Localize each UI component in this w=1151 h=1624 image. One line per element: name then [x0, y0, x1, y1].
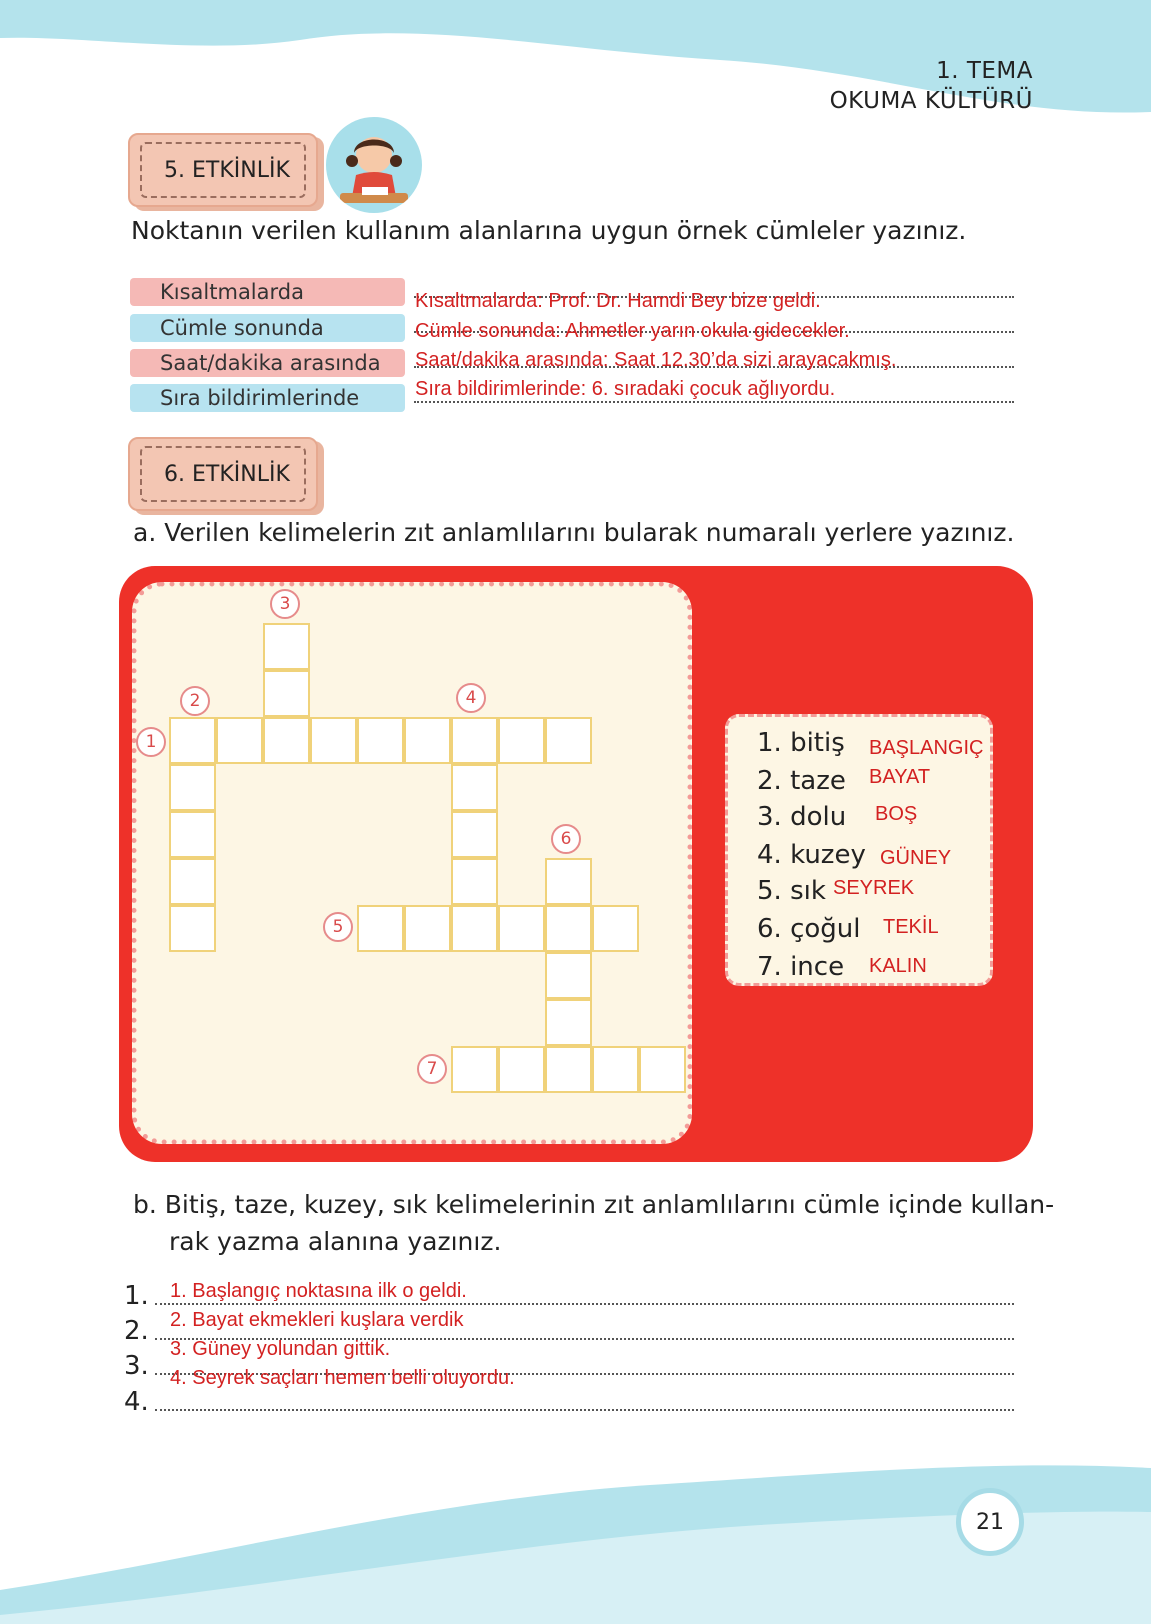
line-number: 3.	[124, 1351, 149, 1381]
line-number: 4.	[124, 1387, 149, 1417]
crossword-cell	[216, 717, 263, 764]
crossword-cell	[169, 858, 216, 905]
crossword-cell	[451, 811, 498, 858]
activity6-instruction-a: a. Verilen kelimelerin zıt anlamlılarını bularak numaralı yerlere yazınız.	[133, 518, 1015, 547]
crossword-cell	[592, 905, 639, 952]
theme-header	[830, 56, 1033, 116]
crossword-cell	[451, 1046, 498, 1093]
clue-answer: GÜNEY	[880, 847, 952, 869]
clue-word: 2. taze	[757, 766, 846, 796]
crossword-number-3: 3	[270, 589, 300, 619]
theme-title: OKUMA KÜLTÜRÜ	[829, 88, 1033, 114]
crossword-cell	[498, 717, 545, 764]
crossword-cell	[498, 905, 545, 952]
crossword-cell	[451, 764, 498, 811]
crossword-cell	[545, 1046, 592, 1093]
theme-number: 1. TEMA	[936, 58, 1033, 84]
crossword-number-5: 5	[323, 912, 353, 942]
crossword-cell	[263, 623, 310, 670]
crossword-number-1: 1	[136, 727, 166, 757]
answer-line: 2. Bayat ekmekleri kuşlara verdik	[170, 1309, 464, 1331]
clue-answer: SEYREK	[833, 877, 915, 899]
activity6-instruction-b-line2: rak yazma alanına yazınız.	[169, 1227, 502, 1256]
crossword-cell	[592, 1046, 639, 1093]
avatar	[326, 117, 422, 213]
crossword-number-2: 2	[180, 686, 210, 716]
crossword-cell	[169, 905, 216, 952]
crossword-cell	[404, 717, 451, 764]
crossword-cell	[310, 717, 357, 764]
answer-line: Kısaltmalarda: Prof. Dr. Hamdi Bey bize geldi.	[415, 290, 821, 312]
activity6-badge-label: 6. ETKİNLİK	[140, 446, 306, 502]
crossword-cell	[169, 811, 216, 858]
crossword-cell	[451, 717, 498, 764]
answer-line: Sıra bildirimlerinde: 6. sıradaki çocuk ağlıyordu.	[415, 378, 836, 400]
line-number: 1.	[124, 1281, 149, 1311]
activity6-badge	[128, 437, 318, 511]
crossword-cell	[404, 905, 451, 952]
crossword-cell	[498, 1046, 545, 1093]
activity5-badge	[128, 133, 318, 207]
clue-word: 6. çoğul	[757, 914, 861, 944]
clue-answer: BAYAT	[869, 766, 931, 788]
label-cumle-sonunda: Cümle sonunda	[130, 314, 405, 342]
crossword-cell	[263, 670, 310, 717]
writing-line	[414, 401, 1014, 403]
crossword-cell	[639, 1046, 686, 1093]
crossword-cell	[451, 905, 498, 952]
crossword-cell	[263, 717, 310, 764]
crossword-number-4: 4	[456, 683, 486, 713]
crossword-number-6: 6	[551, 824, 581, 854]
clue-answer: BAŞLANGIÇ	[869, 737, 984, 759]
activity5-instruction: Noktanın verilen kullanım alanlarına uygun örnek cümleler yazınız.	[131, 216, 967, 245]
crossword-number-7: 7	[417, 1054, 447, 1084]
crossword-cell	[357, 905, 404, 952]
crossword-cell	[169, 764, 216, 811]
answer-line: Saat/dakika arasında: Saat 12.30’da sizi arayacakmış.	[415, 349, 897, 371]
activity6-instruction-b-line1: b. Bitiş, taze, kuzey, sık kelimelerinin zıt anlamlılarını cümle içinde kullan-	[133, 1190, 1055, 1219]
label-saat-dakika: Saat/dakika arasında	[130, 349, 405, 377]
clue-word: 7. ince	[757, 952, 845, 982]
answer-line: 1. Başlangıç noktasına ilk o geldi.	[170, 1280, 467, 1302]
clue-word: 1. bitiş	[757, 728, 845, 758]
crossword-cell	[451, 858, 498, 905]
crossword-cell	[545, 905, 592, 952]
activity5-badge-label: 5. ETKİNLİK	[140, 142, 306, 198]
label-sira-bildirimlerinde: Sıra bildirimlerinde	[130, 384, 405, 412]
crossword-cell	[545, 999, 592, 1046]
writing-line	[155, 1409, 1014, 1411]
clue-answer: TEKİL	[883, 916, 939, 938]
clue-answer: KALIN	[869, 955, 927, 977]
clue-word: 4. kuzey	[757, 840, 866, 870]
page-number-badge	[956, 1488, 1024, 1556]
crossword-cell	[169, 717, 216, 764]
line-number: 2.	[124, 1316, 149, 1346]
crossword-cell	[545, 717, 592, 764]
answer-line: Cümle sonunda: Ahmetler yarın okula gidecekler.	[415, 320, 850, 342]
clue-word: 5. sık	[757, 876, 826, 906]
answer-line: 3. Güney yolundan gittik.	[170, 1338, 391, 1360]
clue-answer: BOŞ	[875, 803, 918, 825]
crossword-cell	[357, 717, 404, 764]
writing-line	[155, 1303, 1014, 1305]
answer-line: 4. Seyrek saçları hemen belli oluyordu.	[170, 1367, 515, 1389]
clue-word: 3. dolu	[757, 802, 847, 832]
crossword-cell	[545, 952, 592, 999]
label-kisaltmalarda: Kısaltmalarda	[130, 278, 405, 306]
crossword-cell	[545, 858, 592, 905]
page-number: 21	[976, 1509, 1004, 1535]
